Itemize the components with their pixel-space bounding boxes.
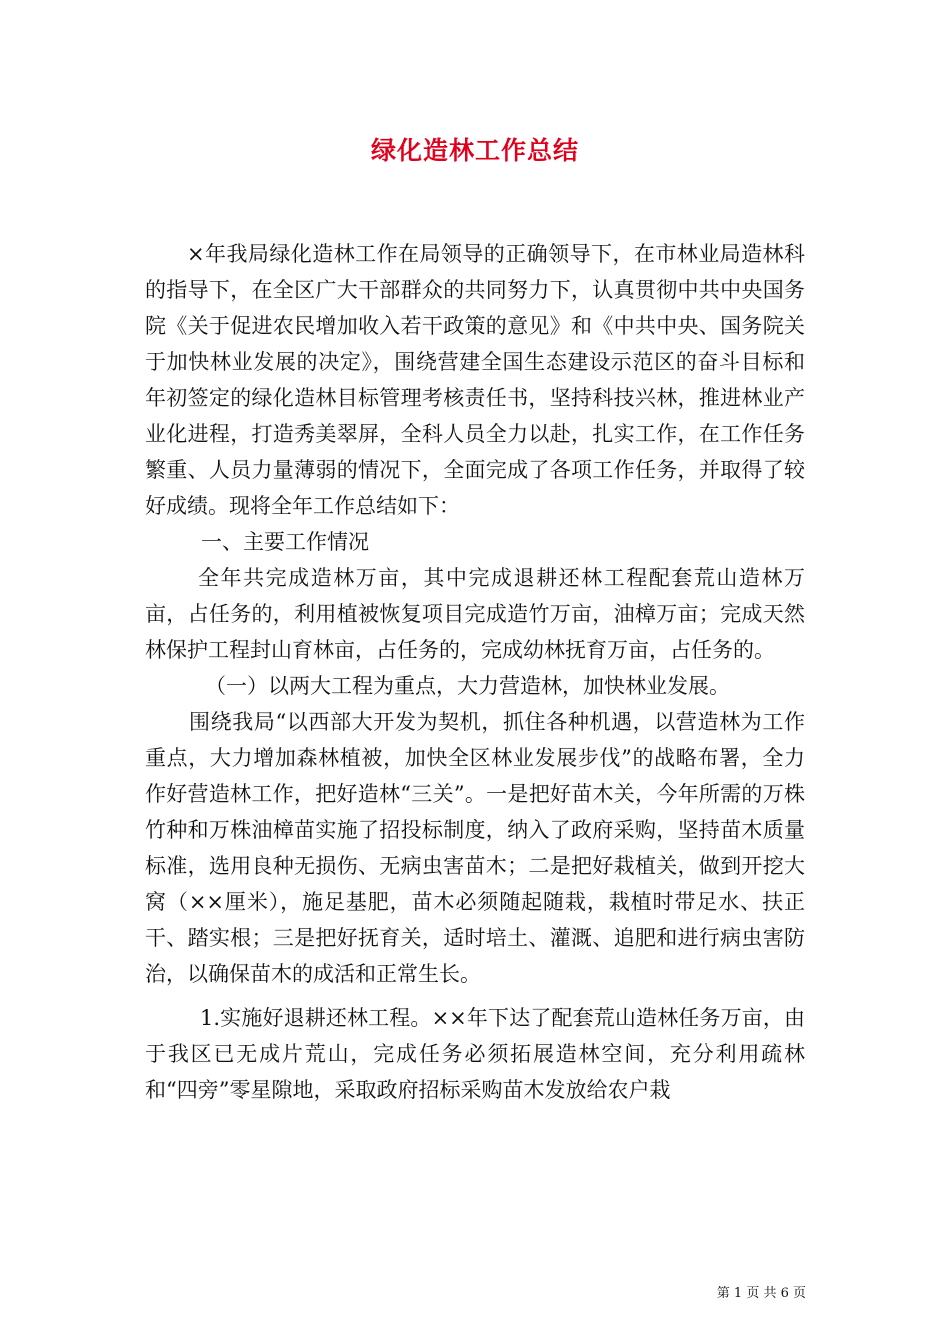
document-title: 绿化造林工作总结 — [370, 136, 579, 165]
item-paragraph: 1.实施好退耕还林工程。××年下达了配套荒山造林任务万亩，由于我区已无成片荒山，完成任务必须拓展造林空间，充分利用疏林和“四旁”零星隙地，采取政府招标采购苗木发放给农户栽 — [145, 1006, 805, 1102]
section-paragraph: 全年共完成造林万亩，其中完成退耕还林工程配套荒山造林万亩，占任务的，利用植被恢复项目完成造竹万亩，油樟万亩；完成天然林保护工程封山育林亩，占任务的，完成幼林抚育万亩，占任务的。 — [145, 566, 805, 662]
page-number-footer: 第 1 页 共 6 页 — [716, 1286, 806, 1301]
section-heading: 一、主要工作情况 — [201, 530, 369, 554]
subsection-heading: （一）以两大工程为重点，大力营造林，加快林业发展。 — [205, 674, 730, 698]
subsection-paragraph: 围绕我局“以西部大开发为契机，抓住各种机遇，以营造林为工作重点，大力增加森林植被，加快全区林业发展步伐”的战略布署，全力作好营造林工作，把好造林“三关”。一是把好苗木关，今年所需的万株竹种和万株油樟苗实施了招投标制度，纳入了政府采购，坚持苗木质量标准，选用良种无损伤、无病虫害苗木；二是把好栽植关，做到开挖大窝（××厘米），施足基肥，苗木必须随起随栽，栽植时带足水、扶正干、踏实根；三是把好抚育关，适时培土、灌溉、追肥和进行病虫害防治，以确保苗木的成活和正常生长。 — [145, 710, 805, 986]
document-body — [145, 236, 805, 1108]
intro-paragraph: ×年我局绿化造林工作在局领导的正确领导下，在市林业局造林科的指导下，在全区广大干部群众的共同努力下，认真贯彻中共中央国务院《关于促进农民增加收入若干政策的意见》和《中共中央、国务院关于加快林业发展的决定》，围绕营建全国生态建设示范区的奋斗目标和年初签定的绿化造林目标管理考核责任书，坚持科技兴林，推进林业产业化进程，打造秀美翠屏，全科人员全力以赴，扎实工作，在工作任务繁重、人员力量薄弱的情况下，全面完成了各项工作任务，并取得了较好成绩。现将全年工作总结如下： — [145, 242, 805, 518]
